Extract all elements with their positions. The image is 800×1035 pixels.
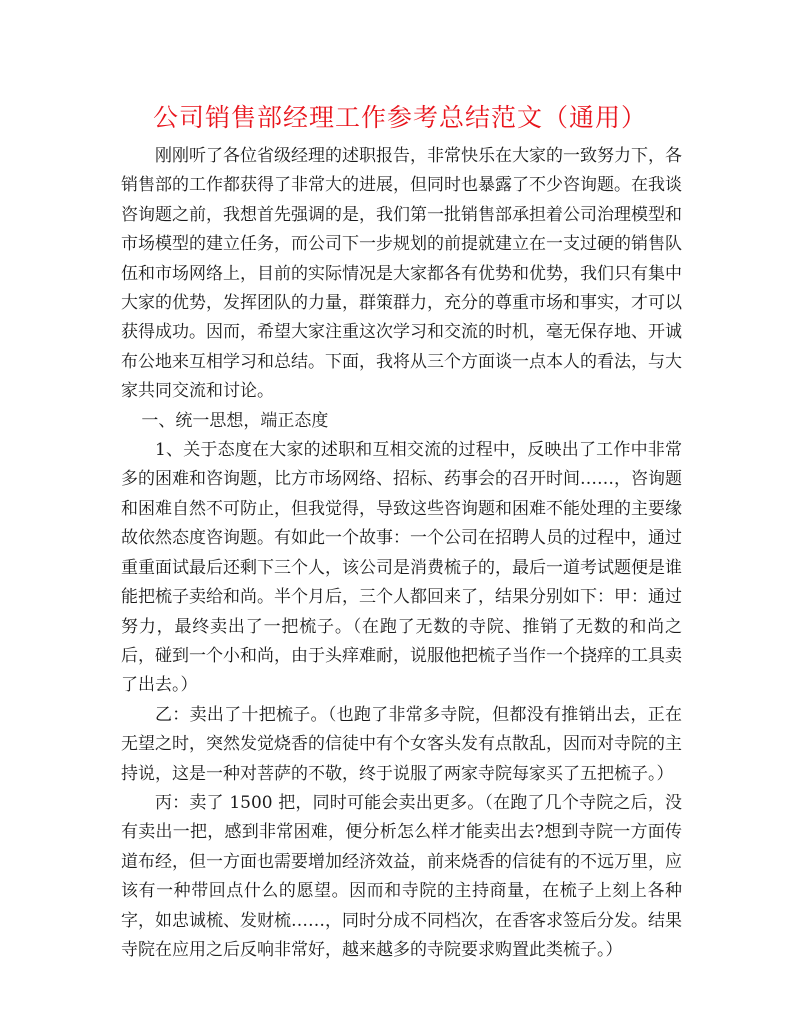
document-body: [121, 142, 682, 965]
section-heading: 一、统一思想，端正态度: [141, 410, 329, 431]
paragraph-attitude: 1、关于态度在大家的述职和互相交流的过程中，反映出了工作中非常多的困难和咨询题，比方市场网络、招标、药事会的召开时间……，咨询题和困难自然不可防止，但我觉得，导致这些咨询题和困难不能处理的主要缘故依然态度咨询题。有如此一个故事：一个公司在招聘人员的过程中，通过重重面试最后还剩下三个人，该公司是消费梳子的，最后一道考试题便是谁能把梳子卖给和尚。半个月后，三个人都回来了，结果分别如下：甲：通过努力，最终卖出了一把梳子。（在跑了无数的寺院、推销了无数的和尚之后，碰到一个小和尚，由于头痒难耐，说服他把梳子当作一个挠痒的工具卖了出去。）: [121, 440, 682, 696]
page-title: 公司销售部经理工作参考总结范文（通用）: [152, 103, 647, 132]
paragraph-bing: 丙：卖了 1500 把，同时可能会卖出更多。（在跑了几个寺院之后，没有卖出一把，感到非常困难，便分析怎么样才能卖出去?想到寺院一方面传道布经，但一方面也需要增加经济效益，前来烧香的信徒有的不远万里，应该有一种带回点什么的愿望。因而和寺院的主持商量，在梳子上刻上各种字，如忠诚梳、发财梳……，同时分成不同档次，在香客求签后分发。结果寺院在应用之后反响非常好，越来越多的寺院要求购置此类梳子。）: [121, 792, 682, 960]
paragraph-yi: 乙：卖出了十把梳子。（也跑了非常多寺院，但都没有推销出去，正在无望之时，突然发觉烧香的信徒中有个女客头发有点散乱，因而对寺院的主持说，这是一种对菩萨的不敬，终于说服了两家寺院每家买了五把梳子。）: [121, 704, 682, 784]
paragraph-intro: 刚刚听了各位省级经理的述职报告，非常快乐在大家的一致努力下，各销售部的工作都获得了非常大的进展，但同时也暴露了不少咨询题。在我谈咨询题之前，我想首先强调的是，我们第一批销售部承担着公司治理模型和市场模型的建立任务，而公司下一步规划的前提就建立在一支过硬的销售队伍和市场网络上，目前的实际情况是大家都各有优势和优势，我们只有集中大家的优势，发挥团队的力量，群策群力，充分的尊重市场和事实，才可以获得成功。因而，希望大家注重这次学习和交流的时机，毫无保存地、开诚布公地来互相学习和总结。下面，我将从三个方面谈一点本人的看法，与大家共同交流和讨论。: [121, 146, 682, 402]
